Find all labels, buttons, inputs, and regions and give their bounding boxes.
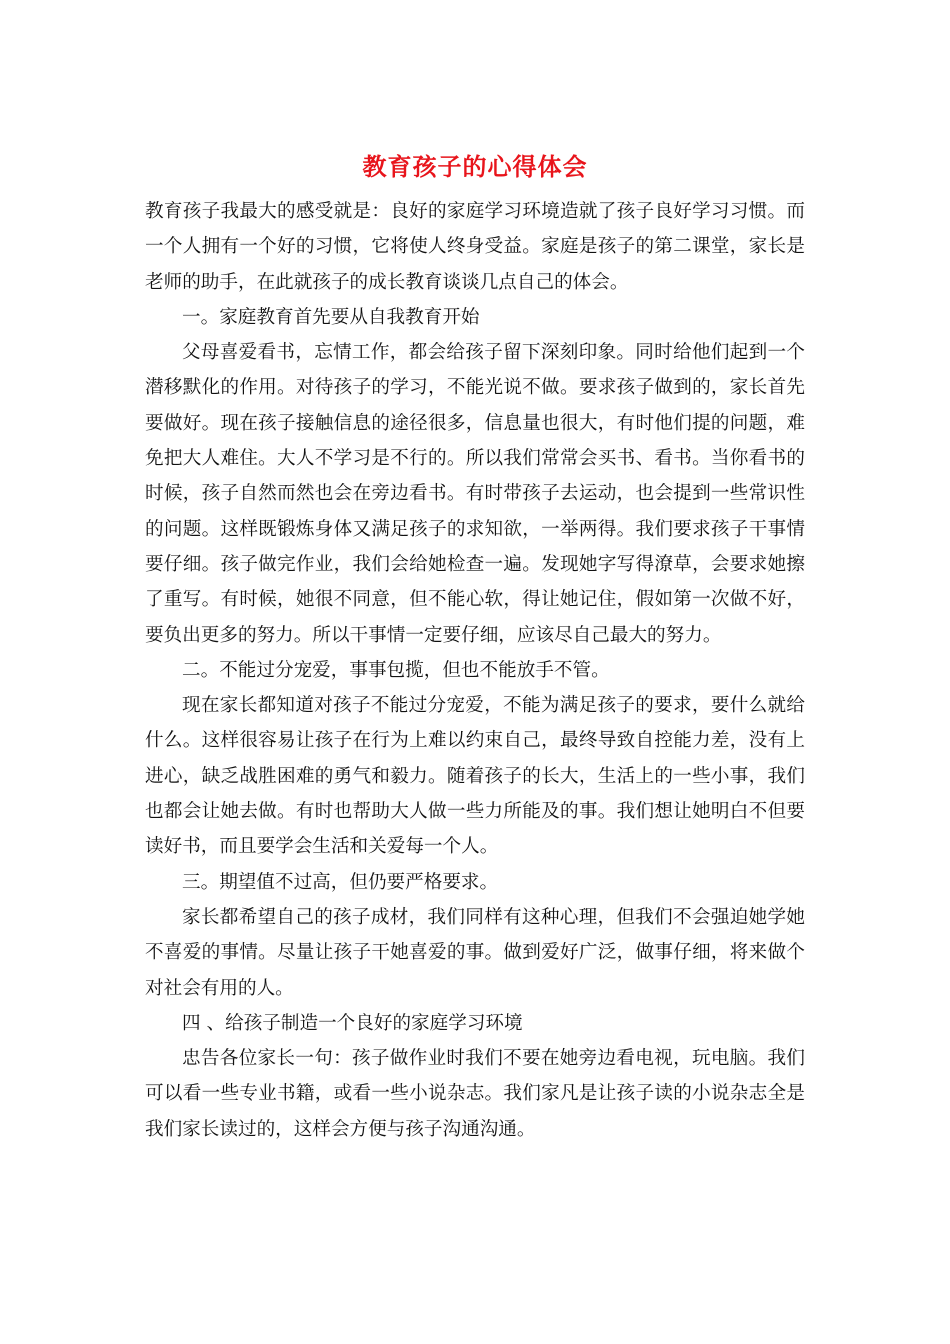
section-paragraph-4: 忠告各位家长一句：孩子做作业时我们不要在她旁边看电视，玩电脑。我们可以看一些专业书籍，或看一些小说杂志。我们家凡是让孩子读的小说杂志全是我们家长读过的，这样会方便与孩子沟通沟通。 (145, 1048, 805, 1140)
document-title: 教育孩子的心得体会 (362, 152, 588, 181)
section-paragraph-2: 现在家长都知道对孩子不能过分宠爱，不能为满足孩子的要求，要什么就给什么。这样很容易让孩子在行为上难以约束自己，最终导致自控能力差，没有上进心，缺乏战胜困难的勇气和毅力。随着孩子的长大，生活上的一些小事，我们也都会让她去做。有时也帮助大人做一些力所能及的事。我们想让她明白不但要读好书，而且要学会生活和关爱每一个人。 (145, 695, 805, 858)
section-heading-2: 二。不能过分宠爱，事事包揽，但也不能放手不管。 (182, 659, 610, 681)
section-paragraph-1: 父母喜爱看书，忘情工作，都会给孩子留下深刻印象。同时给他们起到一个潜移默化的作用。对待孩子的学习，不能光说不做。要求孩子做到的，家长首先要做好。现在孩子接触信息的途径很多，信息量也很大，有时他们提的问题，难免把大人难住。大人不学习是不行的。所以我们常常会买书、看书。当你看书的时候，孩子自然而然也会在旁边看书。有时带孩子去运动，也会提到一些常识性的问题。这样既锻炼身体又满足孩子的求知欲，一举两得。我们要求孩子干事情要仔细。孩子做完作业，我们会给她检查一遍。发现她字写得潦草，会要求她擦了重写。有时候，她很不同意，但不能心软，得让她记住，假如第一次做不好，要负出更多的努力。所以干事情一定要仔细，应该尽自己最大的努力。 (145, 342, 805, 646)
section-heading-1: 一。家庭教育首先要从自我教育开始 (182, 306, 480, 328)
intro-paragraph: 教育孩子我最大的感受就是：良好的家庭学习环境造就了孩子良好学习习惯。而一个人拥有一个好的习惯，它将使人终身受益。家庭是孩子的第二课堂，家长是老师的助手，在此就孩子的成长教育谈谈几点自己的体会。 (145, 201, 805, 293)
section-heading-3: 三。期望值不过高，但仍要严格要求。 (182, 871, 499, 893)
section-paragraph-3: 家长都希望自己的孩子成材，我们同样有这种心理，但我们不会强迫她学她不喜爱的事情。尽量让孩子干她喜爱的事。做到爱好广泛，做事仔细，将来做个对社会有用的人。 (145, 906, 805, 999)
document-body (145, 194, 805, 1147)
section-heading-4: 四 、给孩子制造一个良好的家庭学习环境 (182, 1012, 523, 1034)
